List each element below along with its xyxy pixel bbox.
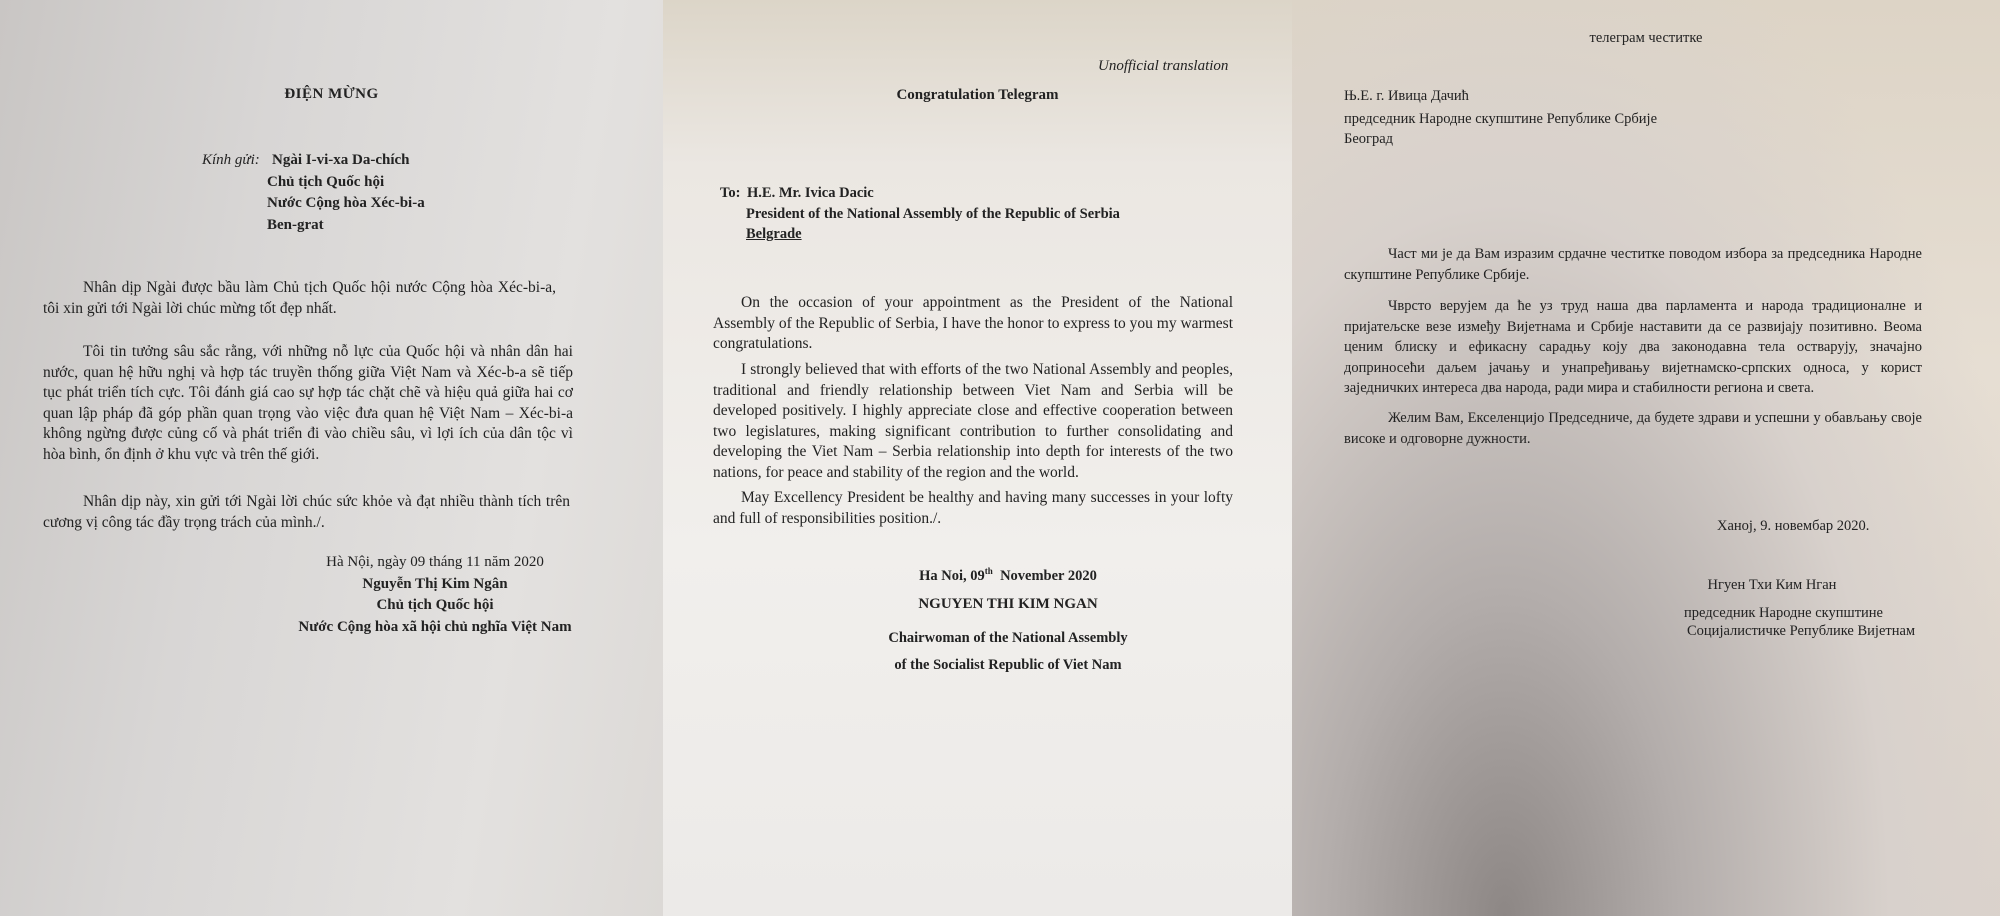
- english-date-prefix: Ha Noi, 09: [919, 567, 985, 584]
- serbian-signer: Нгуен Тхи Ким Нган: [1707, 577, 1837, 593]
- english-paragraph-2: I strongly believed that with efforts of the two National Assembly and peoples, traditional and friendly relationship between Viet Nam and Serbia will be developed positively. I highly appreciate close and effective cooperation between two legislatures, making significant contribution to further consolidating and developing the Viet Nam – Serbia relationship into depth for interests of the two nations, for peace and stability of the region and the world.: [713, 361, 1233, 481]
- vietnamese-letter-page: [0, 0, 663, 916]
- english-to-label: To:: [720, 185, 741, 201]
- vietnamese-addressee-title: Chủ tịch Quốc hội: [267, 174, 385, 190]
- serbian-addressee-title: председник Народне скупштине Републике Србије: [1344, 111, 1658, 127]
- english-date-suffix: November 2020: [1000, 567, 1097, 584]
- serbian-addressee-city: Београд: [1344, 131, 1394, 147]
- vietnamese-addressee-city: Ben-grat: [267, 217, 324, 233]
- english-addressee-city: Belgrade: [746, 226, 802, 242]
- vietnamese-signer: Nguyễn Thị Kim Ngân: [362, 576, 508, 592]
- serbian-paragraph-2: Чврсто верујем да ће уз труд наша два парламента и народа традиционалне и пријатељске везе између Вијетнама и Србије наставити да се развијају позитивно. Веома ценим блиску и ефикасну сарадњу коју два законодавна тела остварују, значајно доприносећи даљем јачању и унапређивању вијетнамско-српских односа, у корист заједничких интереса два народа, ради мира и стабилности региона и света.: [1344, 298, 1922, 396]
- serbian-signer-title: председник Народне скупштине: [1684, 605, 1883, 621]
- serbian-paragraph-3: Желим Вам, Екселенцијо Председниче, да будете здрави и успешни у обављању своје високе и одговорне дужности.: [1344, 410, 1922, 447]
- english-paragraph-1: On the occasion of your appointment as the President of the National Assembly of the Republic of Serbia, I have the honor to express to you my warmest congratulations.: [713, 294, 1233, 352]
- translation-note: Unofficial translation: [1098, 58, 1229, 74]
- serbian-title: телеграм честитке: [1589, 30, 1703, 46]
- vietnamese-addressee-name: Ngài I-vi-xa Da-chích: [272, 152, 410, 168]
- vietnamese-signer-country: Nước Cộng hòa xã hội chủ nghĩa Việt Nam: [298, 619, 572, 635]
- english-letter-page: [663, 0, 1292, 916]
- serbian-paragraph-1: Част ми је да Вам изразим срдачне честитке поводом избора за председника Народне скупштине Републике Србије.: [1344, 246, 1922, 283]
- serbian-signer-country: Социјалистичке Републике Вијетнам: [1687, 623, 1916, 639]
- vietnamese-paragraph-2: Tôi tin tưởng sâu sắc rằng, với những nỗ lực của Quốc hội và nhân dân hai nước, quan hệ hữu nghị và hợp tác truyền thống giữa Việt Nam và Xéc-b-a sẽ tiếp tục phát triển tích cực. Tôi đánh giá cao sự hợp tác chặt chẽ và hiệu quả giữa hai cơ quan lập pháp đã góp phần quan trọng vào việc đưa quan hệ Việt Nam – Xéc-bi-a không ngừng được củng cố và phát triển đi vào chiều sâu, vì lợi ích của dân tộc vì hòa bình, ổn định ở khu vực và trên thế giới.: [43, 343, 573, 463]
- english-signer-title: Chairwoman of the National Assembly: [888, 630, 1128, 646]
- english-signer-country: of the Socialist Republic of Viet Nam: [894, 657, 1122, 673]
- serbian-addressee-name: Њ.Е. г. Ивица Дачић: [1344, 88, 1469, 104]
- vietnamese-paragraph-3: Nhân dịp này, xin gửi tới Ngài lời chúc sức khỏe và đạt nhiều thành tích trên cương vị công tác đầy trọng trách của mình./.: [43, 493, 570, 531]
- english-addressee-name: H.E. Mr. Ivica Dacic: [747, 185, 874, 201]
- english-date-sup: th: [984, 566, 993, 576]
- english-paragraph-3: May Excellency President be healthy and having many successes in your lofty and full of responsibilities position./.: [713, 489, 1233, 527]
- vietnamese-addressee-country: Nước Cộng hòa Xéc-bi-a: [267, 195, 425, 211]
- vietnamese-paragraph-1: Nhân dịp Ngài được bầu làm Chủ tịch Quốc hội nước Cộng hòa Xéc-bi-a, tôi xin gửi tới Ngài lời chúc mừng tốt đẹp nhất.: [43, 279, 556, 317]
- vietnamese-to-label: Kính gửi:: [202, 152, 260, 168]
- english-title: Congratulation Telegram: [896, 87, 1059, 103]
- english-date: [863, 566, 1153, 585]
- serbian-date: Ханој, 9. новембар 2020.: [1717, 518, 1870, 534]
- serbian-letter-page: [1292, 0, 2000, 916]
- vietnamese-signer-title: Chủ tịch Quốc hội: [376, 597, 494, 613]
- english-signer: NGUYEN THI KIM NGAN: [918, 596, 1098, 612]
- vietnamese-date: Hà Nội, ngày 09 tháng 11 năm 2020: [326, 554, 544, 570]
- vietnamese-title: ĐIỆN MỪNG: [284, 86, 379, 102]
- english-addressee-title: President of the National Assembly of the Republic of Serbia: [746, 206, 1120, 222]
